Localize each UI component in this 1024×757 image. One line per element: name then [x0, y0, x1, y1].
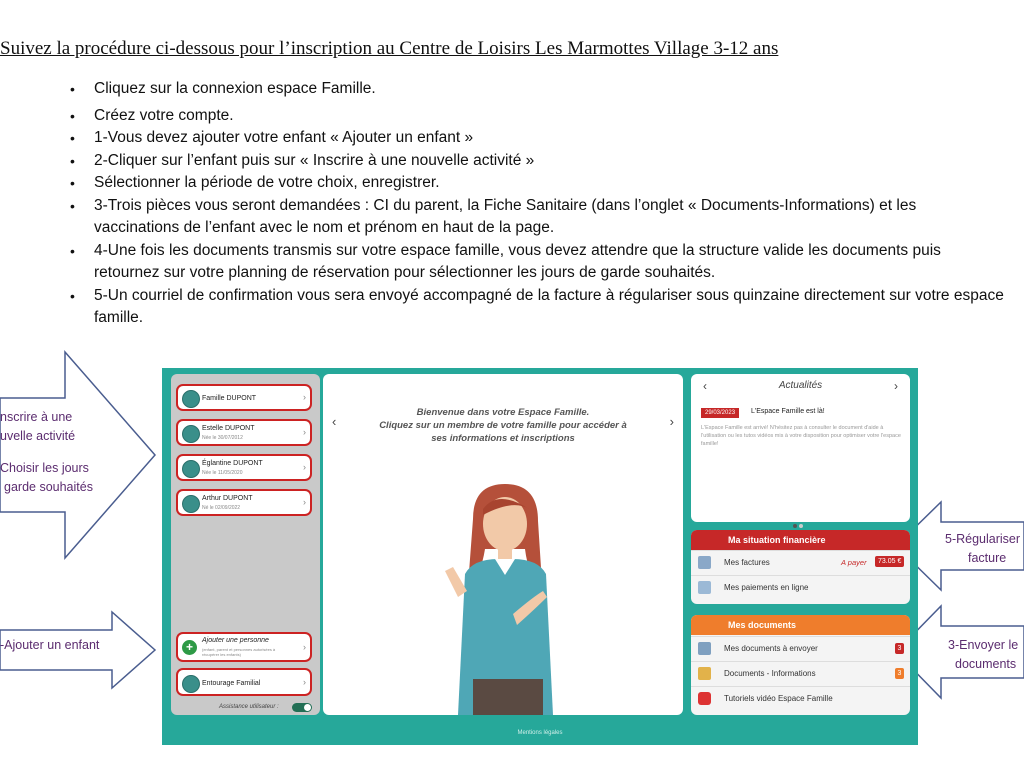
member-name: Famille DUPONT	[202, 395, 257, 402]
invoices-label: Mes factures	[724, 558, 770, 567]
welcome-panel	[323, 374, 683, 715]
docs-info-row[interactable]	[691, 661, 910, 686]
list-item: • 3-Trois pièces vous seront demandées : CI du parent, la Fiche Sanitaire (dans l’onglet « Documents-Informations) et les vaccinations de l’enfant avec le nom et prénom en haut de la page.	[70, 195, 1005, 240]
chevron-right-icon[interactable]: ›	[669, 414, 674, 429]
chevron-right-icon: ›	[303, 642, 306, 652]
tutorials-row[interactable]	[691, 686, 910, 711]
annotation-label: Choisir les jours	[0, 461, 89, 475]
annotation-label: nscrire à une	[0, 410, 73, 424]
procedure-list	[70, 78, 1005, 330]
list-item: • 4-Une fois les documents transmis sur votre espace famille, vous devez attendre que la structure valide les documents puis retournez sur votre planning de réservation pour sélectionner les jours de garde souhaités.	[70, 240, 1005, 285]
assistance-toggle[interactable]	[292, 703, 312, 712]
member-card[interactable]	[176, 454, 312, 481]
annotation-arrow-right	[0, 350, 160, 560]
documents-title: Mes documents	[728, 620, 797, 630]
amount-badge: 73.05 €	[875, 556, 904, 567]
documents-panel	[691, 615, 910, 715]
member-name: Arthur DUPONT	[202, 495, 253, 502]
count-badge: 3	[895, 668, 904, 679]
member-birthdate: Né le 02/09/2022	[202, 505, 241, 511]
count-badge: 3	[895, 643, 904, 654]
tutorials-label: Tutoriels vidéo Espace Famille	[724, 694, 833, 703]
welcome-line-1: Bienvenue dans votre Espace Famille.	[416, 407, 590, 418]
invoice-icon	[698, 556, 711, 569]
to-pay-label: A payer	[841, 558, 867, 567]
welcome-line-2: Cliquez sur un membre de votre famille pour accéder à ses informations et inscriptions	[379, 420, 627, 444]
avatar	[182, 425, 200, 443]
annotation-label: -Ajouter un enfant	[0, 638, 100, 652]
avatar	[182, 460, 200, 478]
chevron-right-icon[interactable]: ›	[894, 379, 898, 393]
legal-mentions-link[interactable]: Mentions légales	[517, 730, 563, 736]
chevron-right-icon: ›	[303, 677, 306, 687]
family-sidebar	[171, 374, 320, 715]
member-birthdate: Née le 30/07/2012	[202, 435, 243, 441]
chevron-right-icon: ›	[303, 392, 306, 402]
documents-header[interactable]	[691, 615, 910, 635]
member-name: Églantine DUPONT	[202, 460, 263, 467]
online-payments-row[interactable]	[691, 575, 910, 600]
annotation-label: uvelle activité	[0, 429, 76, 443]
finance-title: Ma situation financière	[728, 535, 826, 545]
folder-icon	[698, 667, 711, 680]
list-item: • 5-Un courriel de confirmation vous sera envoyé accompagné de la facture à régulariser sous quinzaine directement sur votre espace famille.	[70, 285, 1005, 330]
news-body: L'Espace Famille est arrivé! N'hésitez pas à consulter le document d'aide à l'utilisation ou les tutos vidéos mis à votre disposition pour optimiser votre l'espace famille!	[701, 425, 901, 447]
annotation-label: facture	[968, 551, 1007, 565]
member-card[interactable]	[176, 384, 312, 411]
list-item: • Créez votre compte.	[70, 105, 1005, 128]
list-item: • Sélectionner la période de votre choix, enregistrer.	[70, 172, 1005, 195]
payment-icon	[698, 581, 711, 594]
plus-icon: +	[182, 640, 197, 655]
docs-info-label: Documents - Informations	[724, 669, 816, 678]
finance-panel	[691, 530, 910, 604]
espace-famille-screenshot	[162, 368, 918, 745]
chevron-right-icon: ›	[303, 497, 306, 507]
upload-icon	[698, 642, 711, 655]
online-payments-label: Mes paiements en ligne	[724, 583, 809, 592]
family-entourage-button[interactable]	[176, 668, 312, 696]
annotation-label: 3-Envoyer le	[948, 638, 1019, 652]
assistance-label: Assistance utilisateur :	[219, 704, 279, 710]
news-headline: L'Espace Famille est là!	[751, 408, 825, 415]
finance-header[interactable]	[691, 530, 910, 550]
add-person-button[interactable]	[176, 632, 312, 662]
add-person-label: Ajouter une personne	[202, 637, 269, 644]
list-item: • 1-Vous devez ajouter votre enfant « Ajouter un enfant »	[70, 127, 1005, 150]
entourage-label: Entourage Familial	[202, 680, 261, 687]
list-item: • 2-Cliquer sur l’enfant puis sur « Inscrire à une nouvelle activité »	[70, 150, 1005, 173]
page-title: Suivez la procédure ci-dessous pour l’inscription au Centre de Loisirs Les Marmottes Village 3-12 ans	[0, 38, 779, 59]
news-title: Actualités	[778, 380, 823, 391]
avatar	[182, 390, 200, 408]
invoices-row[interactable]	[691, 550, 910, 575]
chevron-left-icon[interactable]: ‹	[332, 414, 337, 429]
chevron-left-icon[interactable]: ‹	[703, 379, 707, 393]
annotation-label: documents	[955, 657, 1017, 671]
news-date: 29/03/2023	[701, 408, 739, 418]
member-card[interactable]	[176, 489, 312, 516]
member-birthdate: Née le 11/05/2020	[202, 470, 243, 476]
annotation-label: 5-Régulariser	[945, 532, 1021, 546]
assistant-illustration	[443, 479, 568, 715]
welcome-message	[323, 406, 683, 445]
add-person-sub: (enfant, parent et personnes autorisées à récupérer les enfants)	[202, 647, 276, 657]
chevron-right-icon: ›	[303, 462, 306, 472]
member-card[interactable]	[176, 419, 312, 446]
docs-to-send-row[interactable]	[691, 636, 910, 661]
avatar	[182, 675, 200, 693]
news-panel	[691, 374, 910, 522]
member-name: Estelle DUPONT	[202, 425, 255, 432]
list-item: • Cliquez sur la connexion espace Famille.	[70, 78, 1005, 101]
docs-to-send-label: Mes documents à envoyer	[724, 644, 818, 653]
annotation-label: garde souhaités	[4, 480, 93, 494]
video-icon	[698, 692, 711, 705]
avatar	[182, 495, 200, 513]
chevron-right-icon: ›	[303, 427, 306, 437]
